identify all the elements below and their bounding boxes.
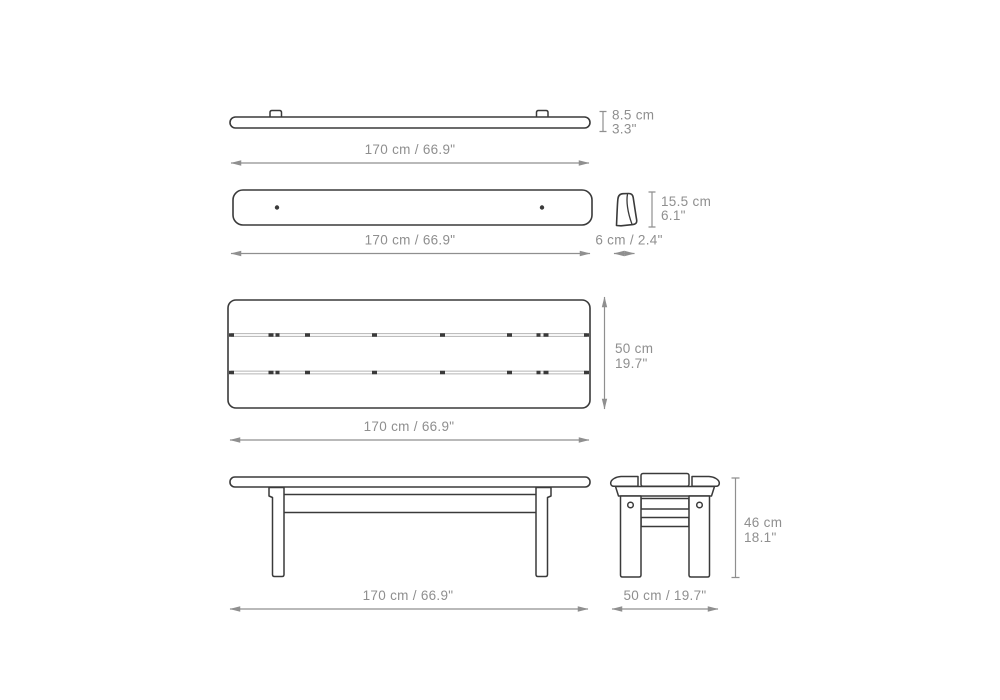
front-seat-slab <box>230 477 590 487</box>
dim-backrest-thickness <box>600 108 655 137</box>
dim-label-bench-front-length: 170 cm / 66.9" <box>362 588 454 603</box>
dim-label-seat-depth-in: 19.7" <box>615 356 648 371</box>
dim-line-backrest-thickness <box>600 112 607 132</box>
bench-side-elevation <box>611 474 783 610</box>
dim-backrest-profile-depth <box>595 233 662 254</box>
dim-label-seat-depth-cm: 50 cm <box>615 341 654 356</box>
dim-label-seat-length: 170 cm / 66.9" <box>363 419 455 434</box>
dim-label-backrest-front-length: 170 cm / 66.9" <box>364 232 456 248</box>
side-slat-right <box>692 477 719 487</box>
dim-line-backrest-profile-height <box>649 192 656 227</box>
front-leg-left <box>269 488 284 577</box>
dim-bench-front-length <box>230 588 588 609</box>
dim-label-backrest-thickness-cm: 8.5 cm <box>612 107 655 123</box>
backrest-bar <box>230 117 590 128</box>
dim-label-backrest-profile-height-in: 6.1" <box>661 208 686 223</box>
dim-label-backrest-top-length: 170 cm / 66.9" <box>364 142 456 157</box>
side-leg-screw-right <box>697 502 703 508</box>
side-rail-lower <box>641 518 689 527</box>
seat-top-view <box>228 297 653 440</box>
backrest-screw-left <box>275 205 279 209</box>
side-leg-screw-left <box>628 502 634 508</box>
seat-outline <box>228 300 590 408</box>
dim-seat-length <box>230 419 589 440</box>
dim-bench-side-depth <box>612 588 718 609</box>
dim-label-backrest-profile-depth: 6 cm / 2.4" <box>595 232 663 248</box>
backrest-top-view <box>230 108 654 164</box>
dim-label-bench-height-in: 18.1" <box>744 530 777 545</box>
dim-label-backrest-thickness-in: 3.3" <box>612 121 637 137</box>
dim-backrest-top-length <box>231 142 589 163</box>
dim-line-bench-height <box>732 478 740 578</box>
dim-bench-height <box>732 478 783 578</box>
dim-seat-depth <box>605 297 654 409</box>
front-leg-right <box>536 488 551 577</box>
dim-label-bench-side-depth: 50 cm / 19.7" <box>623 588 707 603</box>
bench-front-elevation <box>230 477 590 609</box>
side-slat-left <box>611 477 638 487</box>
dim-label-backrest-profile-height-cm: 15.5 cm <box>661 194 712 209</box>
backrest-screw-right <box>540 205 544 209</box>
side-seat-frame <box>616 487 715 497</box>
backrest-front-view <box>231 190 711 254</box>
side-rail-upper <box>641 499 689 510</box>
dim-backrest-front-length <box>231 233 590 254</box>
side-slat-middle <box>641 474 689 487</box>
backrest-board <box>233 190 592 225</box>
backrest-side-profile <box>617 193 637 225</box>
dim-label-bench-height-cm: 46 cm <box>744 515 783 530</box>
dim-backrest-profile-height <box>649 192 712 227</box>
